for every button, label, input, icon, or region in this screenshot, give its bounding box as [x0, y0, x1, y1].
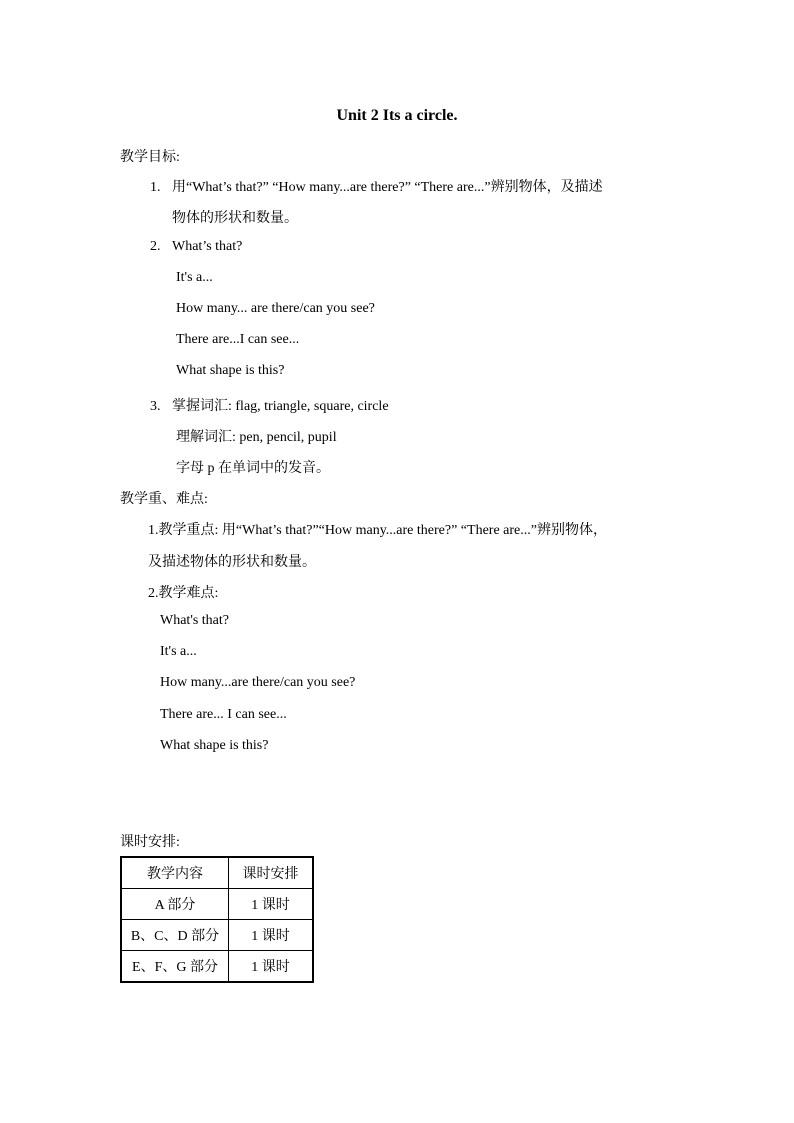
- objective-3-text: 掌握词汇: flag, triangle, square, circle: [172, 399, 389, 414]
- schedule-table: [120, 856, 314, 983]
- key-point-2-line-2: It's a...: [160, 644, 197, 659]
- objective-2-line-3: How many... are there/can you see?: [176, 301, 375, 316]
- schedule-heading: 课时安排:: [120, 835, 180, 850]
- objective-2-line-2: It's a...: [176, 270, 213, 285]
- objective-2-line-1: [150, 239, 242, 255]
- table-header-cell: 课时安排: [229, 857, 314, 889]
- key-points-heading: 教学重、难点:: [120, 492, 208, 507]
- objective-2-line-5: What shape is this?: [176, 363, 285, 378]
- objective-3-line-3: 字母 p 在单词中的发音。: [176, 461, 330, 476]
- table-header-cell: 教学内容: [121, 857, 229, 889]
- key-point-2-line-4: There are... I can see...: [160, 707, 287, 722]
- table-row: [121, 951, 313, 983]
- key-point-2-line-3: How many...are there/can you see?: [160, 675, 356, 690]
- key-point-2-heading: 2.教学难点:: [148, 586, 219, 601]
- objective-1-number: 1.: [150, 180, 161, 195]
- table-cell: 1 课时: [229, 889, 314, 920]
- table-header-row: [121, 857, 313, 889]
- table-cell: 1 课时: [229, 951, 314, 983]
- objective-2-text: What’s that?: [172, 239, 243, 254]
- key-point-1-line-2: 及描述物体的形状和数量。: [148, 555, 316, 570]
- key-point-1-line-1: 1.教学重点: 用“What’s that?”“How many...are there?” “There are...”辨别物体，: [148, 523, 607, 538]
- objective-1-line-2: 物体的形状和数量。: [172, 211, 298, 226]
- table-cell: 1 课时: [229, 920, 314, 951]
- objective-1-text: 用“What’s that?” “How many...are there?” “There are...”辨别物体，及描述: [172, 180, 603, 195]
- document-title: Unit 2 Its a circle.: [336, 107, 458, 124]
- table-row: [121, 889, 313, 920]
- objective-1-line-1: [150, 176, 603, 196]
- key-point-2-line-1: What's that?: [160, 613, 229, 628]
- objective-2-number: 2.: [150, 239, 161, 254]
- table-cell: A 部分: [121, 889, 229, 920]
- objective-3-number: 3.: [150, 399, 161, 414]
- objectives-heading: 教学目标:: [120, 150, 180, 165]
- objective-3-line-1: [150, 395, 389, 415]
- table-row: [121, 920, 313, 951]
- table-cell: B、C、D 部分: [121, 920, 229, 951]
- objective-3-line-2: 理解词汇: pen, pencil, pupil: [176, 430, 337, 445]
- key-point-2-line-5: What shape is this?: [160, 738, 269, 753]
- table-cell: E、F、G 部分: [121, 951, 229, 983]
- objective-2-line-4: There are...I can see...: [176, 332, 300, 347]
